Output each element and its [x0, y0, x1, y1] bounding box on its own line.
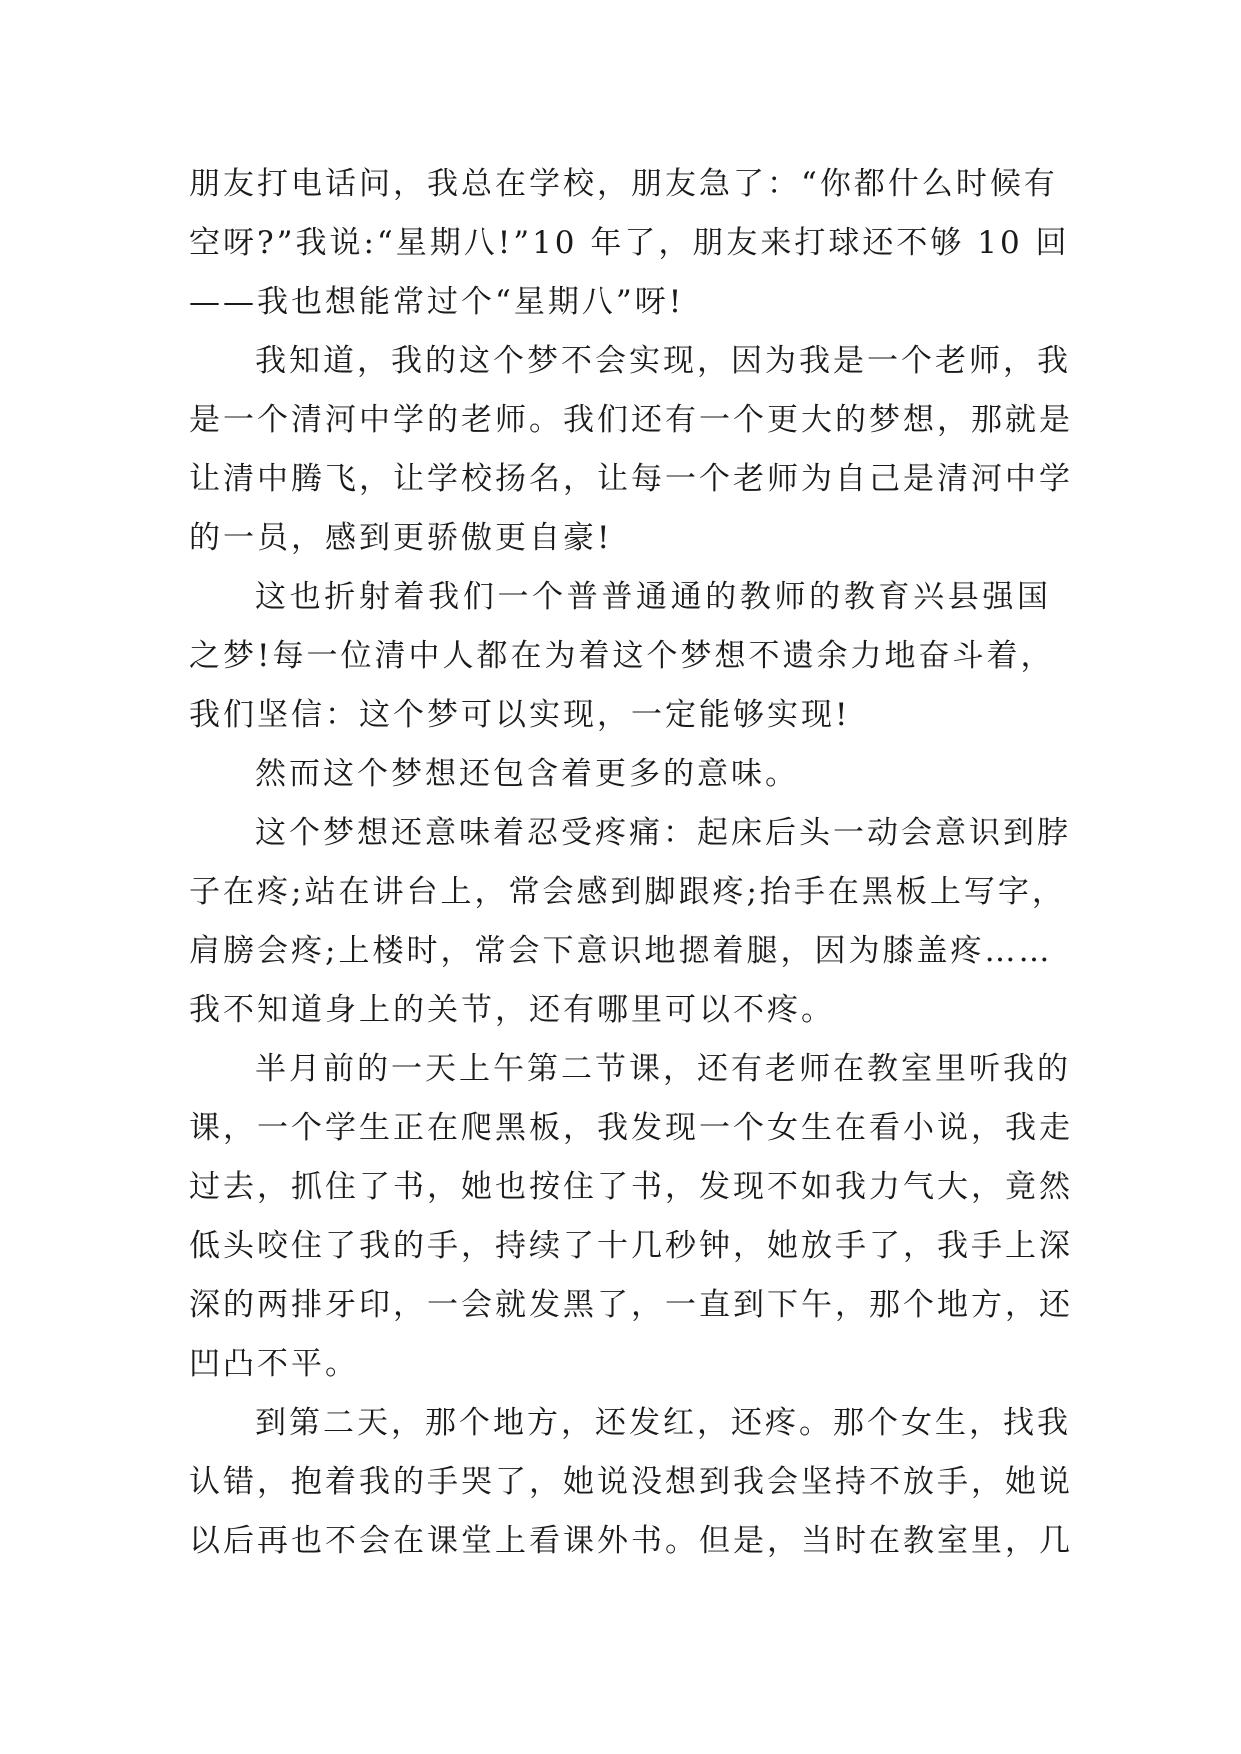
- text-line: 是一个清河中学的老师。我们还有一个更大的梦想，那就是: [189, 402, 1073, 438]
- text-line: 以后再也不会在课堂上看课外书。但是，当时在教室里，几: [189, 1523, 1073, 1559]
- text-line: 肩膀会疼;上楼时，常会下意识地摁着腿，因为膝盖疼……: [189, 933, 1053, 969]
- text-line: 深的两排牙印，一会就发黑了，一直到下午，那个地方，还: [189, 1287, 1073, 1323]
- text-line: 这也折射着我们一个普普通通的教师的教育兴县强国: [255, 579, 1051, 615]
- body-text: [189, 155, 1073, 1571]
- text-line: 我们坚信：这个梦可以实现，一定能够实现!: [189, 697, 851, 733]
- text-line: 半月前的一天上午第二节课，还有老师在教室里听我的: [255, 1051, 1071, 1087]
- text-line: 然而这个梦想还包含着更多的意味。: [255, 756, 799, 792]
- text-line: 的一员，感到更骄傲更自豪!: [189, 520, 613, 556]
- text-line: 我知道，我的这个梦不会实现，因为我是一个老师，我: [255, 343, 1071, 379]
- text-line: 让清中腾飞，让学校扬名，让每一个老师为自己是清河中学: [189, 461, 1073, 497]
- text-line: 子在疼;站在讲台上，常会感到脚跟疼;抬手在黑板上写字，: [189, 874, 1066, 910]
- text-line: 我不知道身上的关节，还有哪里可以不疼。: [189, 992, 835, 1028]
- text-line: 到第二天，那个地方，还发红，还疼。那个女生，找我: [255, 1405, 1071, 1441]
- text-line: 课，一个学生正在爬黑板，我发现一个女生在看小说，我走: [189, 1110, 1073, 1146]
- text-line: 认错，抱着我的手哭了，她说没想到我会坚持不放手，她说: [189, 1464, 1073, 1500]
- text-line: 空呀?”我说:“星期八!”10 年了，朋友来打球还不够 10 回: [189, 225, 1070, 261]
- text-line: ——我也想能常过个“星期八”呀!: [189, 284, 685, 320]
- text-line: 凹凸不平。: [189, 1346, 359, 1382]
- text-line: 低头咬住了我的手，持续了十几秒钟，她放手了，我手上深: [189, 1228, 1073, 1264]
- text-line: 这个梦想还意味着忍受疼痛：起床后头一动会意识到脖: [255, 815, 1071, 851]
- text-line: 之梦!每一位清中人都在为着这个梦想不遗余力地奋斗着，: [189, 638, 1055, 674]
- text-line: 朋友打电话问，我总在学校，朋友急了：“你都什么时候有: [189, 166, 1058, 202]
- text-line: 过去，抓住了书，她也按住了书，发现不如我力气大，竟然: [189, 1169, 1073, 1205]
